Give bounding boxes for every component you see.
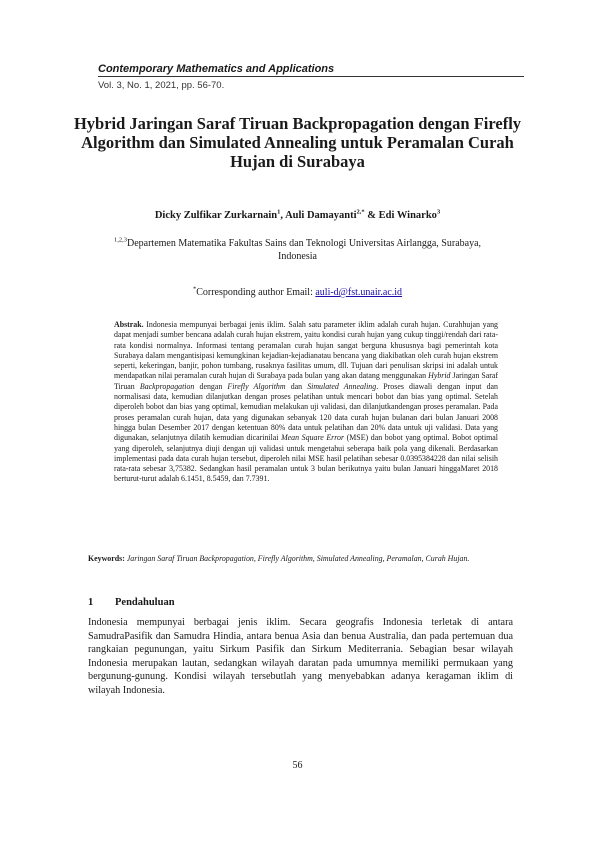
author-affiliation-mark: 2,* [356, 208, 365, 216]
affiliation-text: Departemen Matematika Fakultas Sains dan Teknologi Universitas Airlangga, Surabaya, Indonesia [126, 238, 482, 262]
abstract-italic-term: Firefly Algorithm [227, 381, 286, 391]
author-separator: & [364, 210, 379, 221]
abstract-label: Abstrak. [114, 320, 144, 329]
abstract-italic-term: Backpropagation [139, 381, 195, 391]
abstract [114, 320, 498, 485]
keywords-text: Jaringan Saraf Tiruan Backpropagation, Firefly Algorithm, Simulated Annealing, Peramalan, Curah Hujan. [124, 554, 470, 563]
journal-name: Contemporary Mathematics and Applications [98, 63, 524, 77]
abstract-text: Jaringan Saraf Tiruan [114, 371, 498, 391]
affiliation [100, 237, 495, 263]
corresponding-author [100, 287, 495, 298]
keywords [88, 554, 513, 564]
abstract-text: dan [285, 381, 308, 391]
keywords-label: Keywords: [88, 554, 125, 563]
section-heading [88, 597, 175, 608]
abstract-italic-term: Simulated Annealing [307, 381, 377, 391]
author-affiliation-mark: 1 [277, 208, 281, 216]
author-list [60, 210, 535, 221]
abstract-text: . Proses diawali dengan input dan normalisasi data, kemudian dilanjutkan dengan proses pelatihan untuk mencari bobot dan bias yang optimal. Setelah diperoleh bobot dan bias yang optimal, kemudian melakukan uji validasi, dan dilanjutkandengan proses peramalan. Pada proses peramalan curah hujan, data yang digunakan sebanyak 120 data curah hujan bulanan dari bulan Januari 2008 hingga bulan Desember 2017 dengan ketentuan 80% data untuk pelatihan dan 20% data untuk uji validasi. Data yang digunakan, selanjutnya dilatih kemudian dicarinilai [114, 381, 499, 443]
author-separator: , [280, 210, 286, 221]
author-name: Auli Damayanti [285, 210, 357, 221]
abstract-italic-term: Mean Square Error [281, 433, 345, 443]
author-name: Edi Winarko [378, 210, 437, 221]
author-name: Dicky Zulfikar Zurkarnain [154, 210, 278, 221]
corresponding-label: Corresponding author Email: [196, 287, 316, 298]
section-paragraph: Indonesia mempunyai berbagai jenis iklim. Secara geografis Indonesia terletak di antara SamudraPasifik dan Samudra Hindia, antara benua Asia dan benua Australia, dan pada pertemuan dua rangkaian pegunungan, yaitu Sirkum Pasifik dan Sirkum Mediterrania. Sebagian besar wilayah Indonesia merupakan lautan, sedangkan wilayah daratan pada umumnya memiliki permukaan yang bergunung-gunung. Kondisi wilayah tersebutlah yang menyebabkan adanya keragaman iklim di wilayah Indonesia. [88, 617, 513, 696]
abstract-text: dengan [194, 381, 228, 391]
paper-title: Hybrid Jaringan Saraf Tiruan Backpropagation dengan Firefly Algorithm dan Simulated Annealing untuk Peramalan Curah Hujan di Surabaya [73, 114, 522, 171]
abstract-body [114, 320, 498, 483]
section-title: Pendahuluan [115, 597, 175, 608]
affiliation-mark: 1,2,3 [113, 236, 127, 244]
corresponding-mark: * [192, 285, 197, 293]
abstract-text: Indonesia mempunyai berbagai jenis iklim. Salah satu parameter iklim adalah curah hujan. Curahhujan yang dapat menjadi sumber bencana adalah curah hujan ekstrem, yaitu kondisi curah hujan yang cukup tinggi/rendah dari rata-rata kondisi normalnya. Informasi tentang peramalan curah hujan sangat berguna khususnya bagi pemerintah kota Surabaya dalam mengantisipasi kemungkinan kejadian-kejadianatau bencana yang diakibatkan oleh curah hujan ekstrem seperti, kekeringan, banjir, pohon tumbang, rusaknya fasilitas umum, dll. Tujuan dari penulisan skripsi ini adalah untuk mendapatkan nilai peramalan curah hujan di Surabaya pada bulan yang akan datang menggunakan [114, 320, 498, 381]
page-number: 56 [292, 760, 303, 771]
email-link[interactable]: auli-d@fst.unair.ac.id [315, 287, 403, 298]
abstract-text: (MSE) dan bobot yang optimal. Bobot optimal yang diperoleh, selanjutnya diuji dengan uji validasi untuk mengetahui seberapa baik pola yang dikenali. Berdasarkan implementasi pada data curah hujan tersebut, diperoleh nilai MSE hasil pelatihan sebesar 0.0395384228 dan nilai selisih rata-rata sebesar 3,75382. Sedangkan hasil peramalan untuk 3 bulan berikutnya yaitu bulan Januari hinggaMaret 2018 berturut-turut adalah 6.1451, 8.5459, dan 7.7391. [114, 433, 498, 484]
author-affiliation-mark: 3 [436, 208, 441, 216]
section-number: 1 [88, 597, 94, 608]
abstract-italic-term: Hybrid [428, 371, 451, 381]
journal-volume-info: Vol. 3, No. 1, 2021, pp. 56-70. [98, 80, 225, 91]
